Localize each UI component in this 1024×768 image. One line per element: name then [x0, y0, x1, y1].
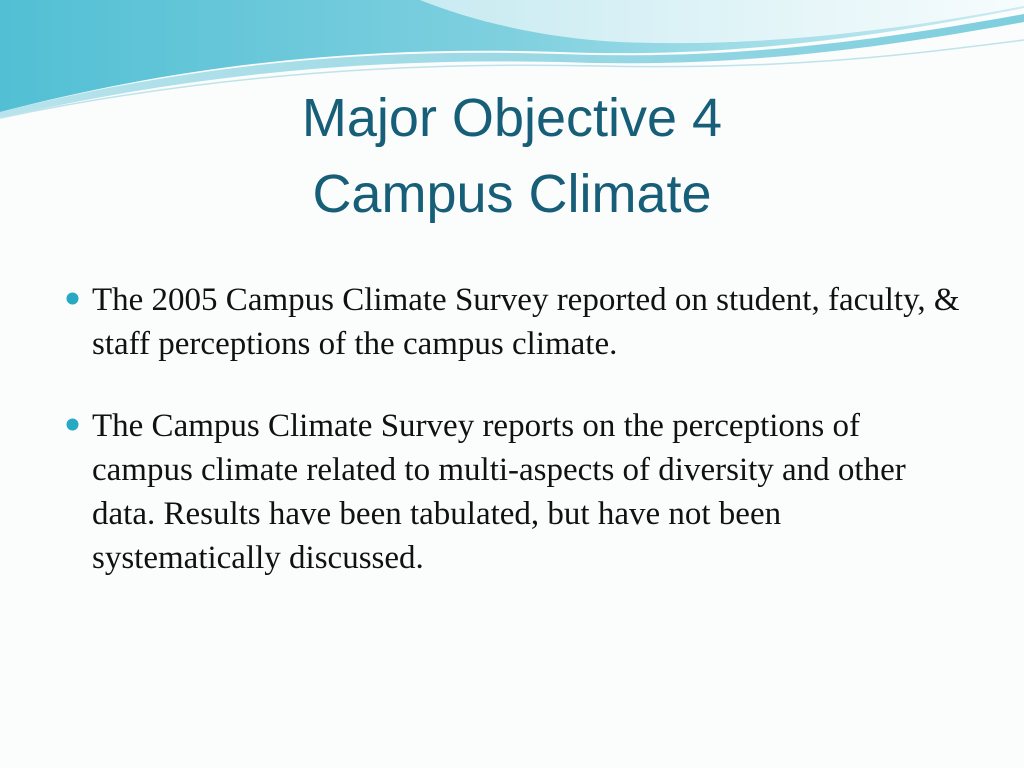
bullet-dot-icon — [66, 292, 79, 305]
bullet-text: The 2005 Campus Climate Survey reported on student, faculty, & staff perceptions of the campus climate. — [92, 282, 960, 362]
bullet-list — [64, 278, 964, 618]
bullet-item — [64, 278, 964, 366]
bullet-dot-icon — [66, 418, 79, 431]
title-line-1: Major Objective 4 — [301, 88, 723, 148]
slide-title — [0, 80, 1024, 232]
title-line-2: Campus Climate — [312, 164, 712, 224]
bullet-item — [64, 404, 964, 580]
bullet-text: The Campus Climate Survey reports on the perceptions of campus climate related to multi-aspects of diversity and other data. Results have been tabulated, but have not been systematically discussed. — [92, 408, 906, 576]
